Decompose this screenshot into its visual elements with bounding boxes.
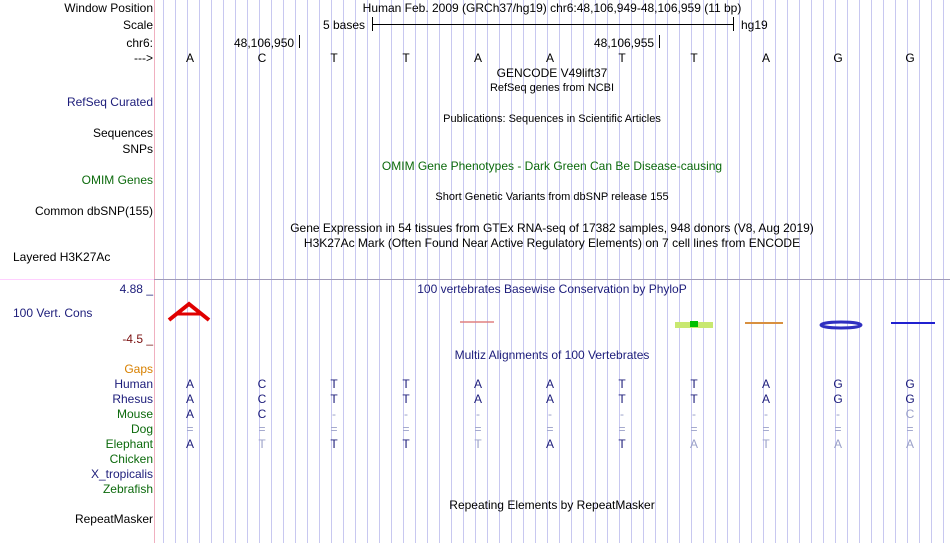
alignment-base: T (690, 392, 698, 406)
alignment-base: = (546, 422, 554, 436)
grid-line (871, 0, 872, 543)
gaps-label: Gaps (124, 362, 153, 376)
alignment-base: T (618, 437, 626, 451)
alignment-base: T (618, 377, 626, 391)
sequence-base: T (330, 51, 338, 65)
grid-line (235, 0, 236, 543)
grid-line (751, 0, 752, 543)
grid-line (715, 0, 716, 543)
alignment-base: A (473, 377, 482, 391)
repeat-label[interactable]: RepeatMasker (74, 512, 153, 526)
grid-line (391, 0, 392, 543)
alignment-base: = (762, 422, 770, 436)
alignment-base: = (474, 422, 482, 436)
repeat-title[interactable]: Repeating Elements by RepeatMasker (449, 498, 655, 512)
ruler-pos-1: 48,106,950 (234, 36, 295, 50)
ruler-pos-2: 48,106,955 (594, 36, 655, 50)
phylop-max: 4.88 _ (119, 282, 153, 296)
grid-line (355, 0, 356, 543)
species-label[interactable]: Human (114, 377, 153, 391)
grid-line (823, 0, 824, 543)
alignment-base: A (761, 377, 770, 391)
grid-line (211, 0, 212, 543)
window-position-text: Human Feb. 2009 (GRCh37/hg19) chr6:48,106,949-48,106,959 (11 bp) (362, 1, 742, 15)
alignment-base: - (548, 407, 552, 421)
grid-line (835, 0, 836, 543)
alignment-base: T (330, 392, 338, 406)
grid-line (487, 0, 488, 543)
grid-line (427, 0, 428, 543)
grid-line (163, 0, 164, 543)
alignment-base: - (764, 407, 768, 421)
alignment-base: T (330, 377, 338, 391)
alignment-base: G (905, 392, 915, 406)
grid-line (739, 0, 740, 543)
grid-line (223, 0, 224, 543)
grid-line (691, 0, 692, 543)
label-divider (154, 0, 155, 543)
sequence-base: A (473, 51, 482, 65)
ruler-tick-2 (659, 35, 660, 48)
sequence-base: T (690, 51, 698, 65)
alignment-base: = (402, 422, 410, 436)
alignment-base: A (545, 392, 554, 406)
alignment-base: T (618, 392, 626, 406)
grid-line (763, 0, 764, 543)
grid-line (919, 0, 920, 543)
phylop-min: -4.5 _ (122, 332, 153, 346)
species-label[interactable]: Mouse (116, 407, 153, 421)
grid-line (667, 0, 668, 543)
sequence-base: A (761, 51, 770, 65)
ruler-tick-1 (299, 35, 300, 48)
grid-line (859, 0, 860, 543)
alignment-base: - (692, 407, 696, 421)
grid-line (943, 0, 944, 543)
strand-label: ---> (134, 51, 153, 65)
grid-line (643, 0, 644, 543)
grid-line (415, 0, 416, 543)
alignment-base: G (905, 377, 915, 391)
alignment-base: - (620, 407, 624, 421)
alignment-base: = (834, 422, 842, 436)
grid-line (259, 0, 260, 543)
sequence-base: G (833, 51, 843, 65)
grid-line (787, 0, 788, 543)
sequence-base: T (618, 51, 626, 65)
alignment-base: = (906, 422, 914, 436)
phylop-label[interactable]: 100 Vert. Cons (13, 306, 93, 320)
gtex-title[interactable]: Gene Expression in 54 tissues from GTEx RNA-seq of 17382 samples, 948 donors (V8, Aug 2019) (290, 221, 814, 235)
alignment-base: G (833, 377, 843, 391)
snps-label[interactable]: SNPs (122, 142, 153, 156)
grid-line (703, 0, 704, 543)
phylop-logo (155, 300, 950, 335)
grid-line (199, 0, 200, 543)
species-label[interactable]: Dog (130, 422, 153, 436)
alignment-base: A (833, 437, 842, 451)
alignment-base: - (404, 407, 408, 421)
alignment-base: A (185, 377, 194, 391)
grid-line (631, 0, 632, 543)
sequence-base: T (402, 51, 410, 65)
alignment-base: A (689, 437, 698, 451)
track-separator (154, 279, 950, 280)
window-position-label: Window Position (64, 1, 153, 15)
alignment-base: T (330, 437, 338, 451)
species-label[interactable]: Elephant (105, 437, 153, 451)
grid-line (283, 0, 284, 543)
chrom-label: chr6: (126, 36, 153, 50)
grid-line (343, 0, 344, 543)
species-label[interactable]: Chicken (109, 452, 153, 466)
refseq-subtitle[interactable]: RefSeq genes from NCBI (489, 82, 615, 94)
alignment-base: T (690, 377, 698, 391)
grid-line (655, 0, 656, 543)
grid-line (319, 0, 320, 543)
dbsnp-title[interactable]: Short Genetic Variants from dbSNP release 155 (435, 191, 669, 203)
grid-line (295, 0, 296, 543)
sequence-base: A (185, 51, 194, 65)
grid-line (775, 0, 776, 543)
grid-line (883, 0, 884, 543)
grid-line (463, 0, 464, 543)
publications-title[interactable]: Publications: Sequences in Scientific Articles (443, 113, 661, 125)
grid-line (367, 0, 368, 543)
omim-label[interactable]: OMIM Genes (81, 173, 153, 187)
grid-line (811, 0, 812, 543)
grid-line (475, 0, 476, 543)
gencode-title[interactable]: GENCODE V49lift37 (496, 66, 608, 80)
h3k27ac-label[interactable]: Layered H3K27Ac (13, 250, 111, 264)
alignment-base: T (474, 437, 482, 451)
alignment-base: A (905, 437, 914, 451)
alignment-base: T (402, 437, 410, 451)
grid-line (271, 0, 272, 543)
grid-line (175, 0, 176, 543)
grid-line (307, 0, 308, 543)
grid-line (619, 0, 620, 543)
grid-line (895, 0, 896, 543)
dbsnp-label[interactable]: Common dbSNP(155) (34, 204, 153, 218)
alignment-base: T (402, 392, 410, 406)
alignment-base: T (402, 377, 410, 391)
sequence-base: G (905, 51, 915, 65)
scale-label: Scale (122, 18, 153, 32)
alignment-base: T (762, 437, 770, 451)
omim-title[interactable]: OMIM Gene Phenotypes - Dark Green Can Be Disease-causing (381, 159, 723, 173)
grid-line (727, 0, 728, 543)
grid-line (847, 0, 848, 543)
refseq-label[interactable]: RefSeq Curated (66, 95, 153, 109)
grid-line (931, 0, 932, 543)
alignment-base: - (836, 407, 840, 421)
species-label[interactable]: Zebrafish (102, 482, 153, 496)
alignment-base: = (258, 422, 266, 436)
grid-line (907, 0, 908, 543)
alignment-base: = (330, 422, 338, 436)
grid-line (331, 0, 332, 543)
phylop-title[interactable]: 100 vertebrates Basewise Conservation by PhyloP (417, 282, 687, 296)
h3k27ac-title[interactable]: H3K27Ac Mark (Often Found Near Active Regulatory Elements) on 7 cell lines from ENCODE (303, 236, 801, 250)
sequence-base: C (257, 51, 267, 65)
grid-line (439, 0, 440, 543)
grid-line (379, 0, 380, 543)
species-label[interactable]: Rhesus (112, 392, 153, 406)
alignment-base: A (545, 437, 554, 451)
sequence-base: A (545, 51, 554, 65)
grid-line (403, 0, 404, 543)
alignment-base: A (185, 437, 194, 451)
alignment-base: G (833, 392, 843, 406)
alignment-base: A (545, 377, 554, 391)
grid-line (187, 0, 188, 543)
alignment-base: = (690, 422, 698, 436)
alignment-base: = (186, 422, 194, 436)
track-separator-left (0, 279, 154, 280)
alignment-base: C (257, 392, 267, 406)
grid-line (451, 0, 452, 543)
alignment-base: C (257, 407, 267, 421)
alignment-base: A (185, 407, 194, 421)
alignment-base: - (332, 407, 336, 421)
sequences-label[interactable]: Sequences (92, 126, 153, 140)
multiz-title[interactable]: Multiz Alignments of 100 Vertebrates (454, 348, 650, 362)
alignment-base: C (905, 407, 915, 421)
alignment-base: T (258, 437, 266, 451)
grid-line (247, 0, 248, 543)
grid-line (679, 0, 680, 543)
alignment-base: - (476, 407, 480, 421)
scale-db: hg19 (741, 18, 768, 32)
alignment-base: C (257, 377, 267, 391)
species-label[interactable]: X_tropicalis (90, 467, 153, 481)
grid-line (799, 0, 800, 543)
alignment-base: A (185, 392, 194, 406)
scale-text: 5 bases (323, 18, 366, 32)
alignment-base: A (473, 392, 482, 406)
alignment-base: = (618, 422, 626, 436)
alignment-base: A (761, 392, 770, 406)
